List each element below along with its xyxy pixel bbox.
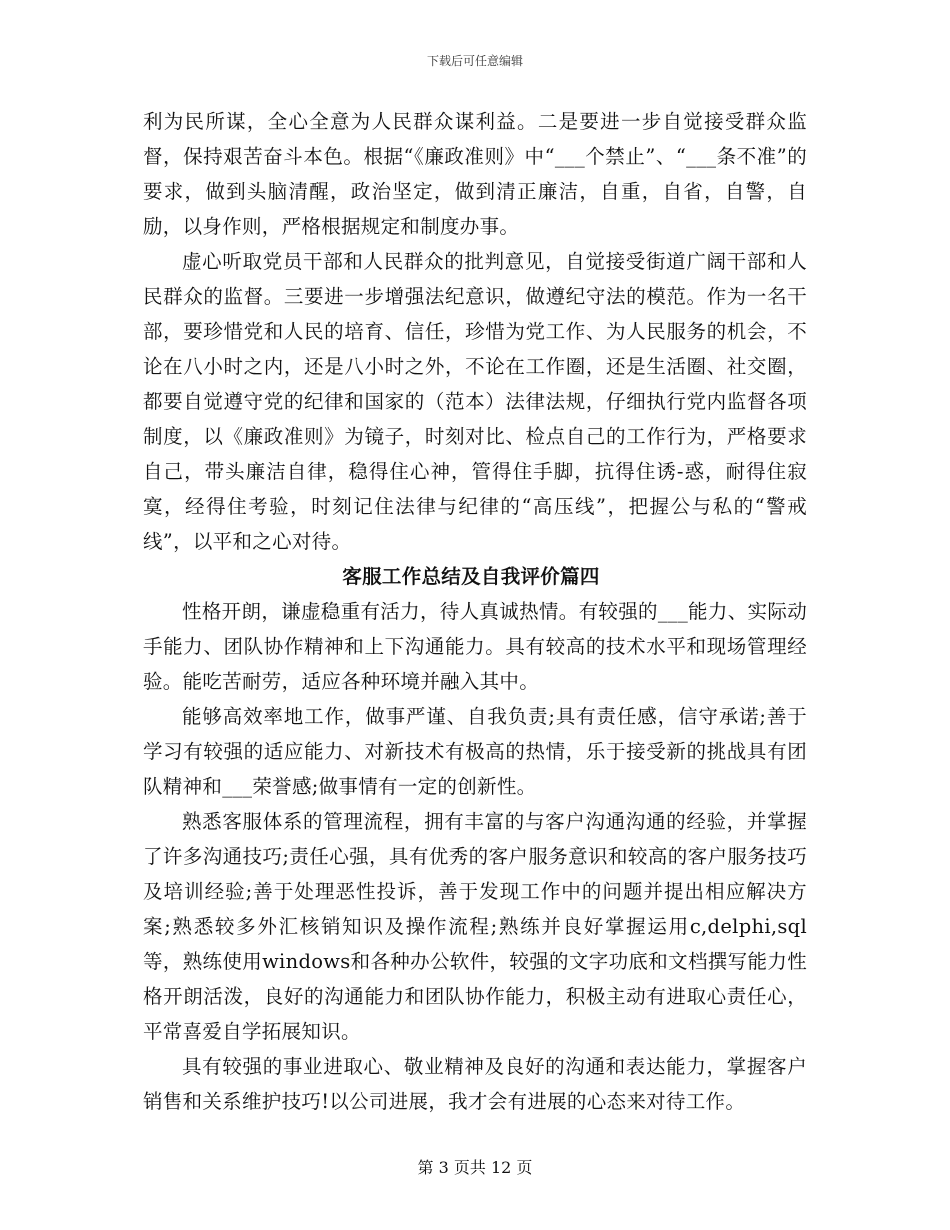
document-body [143, 104, 807, 1119]
paragraph: 能够高效率地工作，做事严谨、自我负责;具有责任感，信守承诺;善于学习有较强的适应能力、对新技术有极高的热情，乐于接受新的挑战具有团队精神和___荣誉感;做事情有一定的创新性。 [143, 705, 807, 798]
section-title: 客服工作总结及自我评价篇四 [342, 565, 600, 588]
paragraph: 性格开朗，谦虚稳重有活力，待人真诚热情。有较强的___能力、实际动手能力、团队协作精神和上下沟通能力。具有较高的技术水平和现场管理经验。能吃苦耐劳，适应各种环境并融入其中。 [143, 600, 807, 693]
paragraph: 虚心听取党员干部和人民群众的批判意见，自觉接受街道广阔干部和人民群众的监督。三要进一步增强法纪意识，做遵纪守法的模范。作为一名干部，要珍惜党和人民的培育、信任，珍惜为党工作、为人民服务的机会，不论在八小时之内，还是八小时之外，不论在工作圈，还是生活圈、社交圈，都要自觉遵守党的纪律和国家的（范本）法律法规，仔细执行党内监督各项制度，以《廉政准则》为镜子，时刻对比、检点自己的工作行为，严格要求自己，带头廉洁自律，稳得住心神，管得住手脚，抗得住诱-惑，耐得住寂寞，经得住考验，时刻记住法律与纪律的“高压线”，把握公与私的“警戒线”，以平和之心对待。 [143, 250, 807, 553]
paragraph: 熟悉客服体系的管理流程，拥有丰富的与客户沟通沟通的经验，并掌握了许多沟通技巧;责任心强，具有优秀的客户服务意识和较高的客户服务技巧及培训经验;善于处理恶性投诉，善于发现工作中的问题并提出相应解决方案;熟悉较多外汇核销知识及操作流程;熟练并良好掌握运用c,delphi,sql等，熟练使用windows和各种办公软件，较强的文字功底和文档撰写能力性格开朗活泼，良好的沟通能力和团队协作能力，积极主动有进取心责任心，平常喜爱自学拓展知识。 [143, 810, 807, 1043]
paragraph: 具有较强的事业进取心、敬业精神及良好的沟通和表达能力，掌握客户销售和关系维护技巧!以公司进展，我才会有进展的心态来对待工作。 [143, 1055, 807, 1113]
page-footer: 第 3 页共 12 页 [417, 1158, 533, 1177]
page-header: 下载后可任意编辑 [426, 54, 523, 68]
paragraph: 利为民所谋，全心全意为人民群众谋利益。二是要进一步自觉接受群众监督，保持艰苦奋斗本色。根据“《廉政准则》中“___个禁止”、“___条不准”的要求，做到头脑清醒，政治坚定，做到清正廉洁，自重，自省，自警，自励，以身作则，严格根据规定和制度办事。 [143, 110, 807, 238]
